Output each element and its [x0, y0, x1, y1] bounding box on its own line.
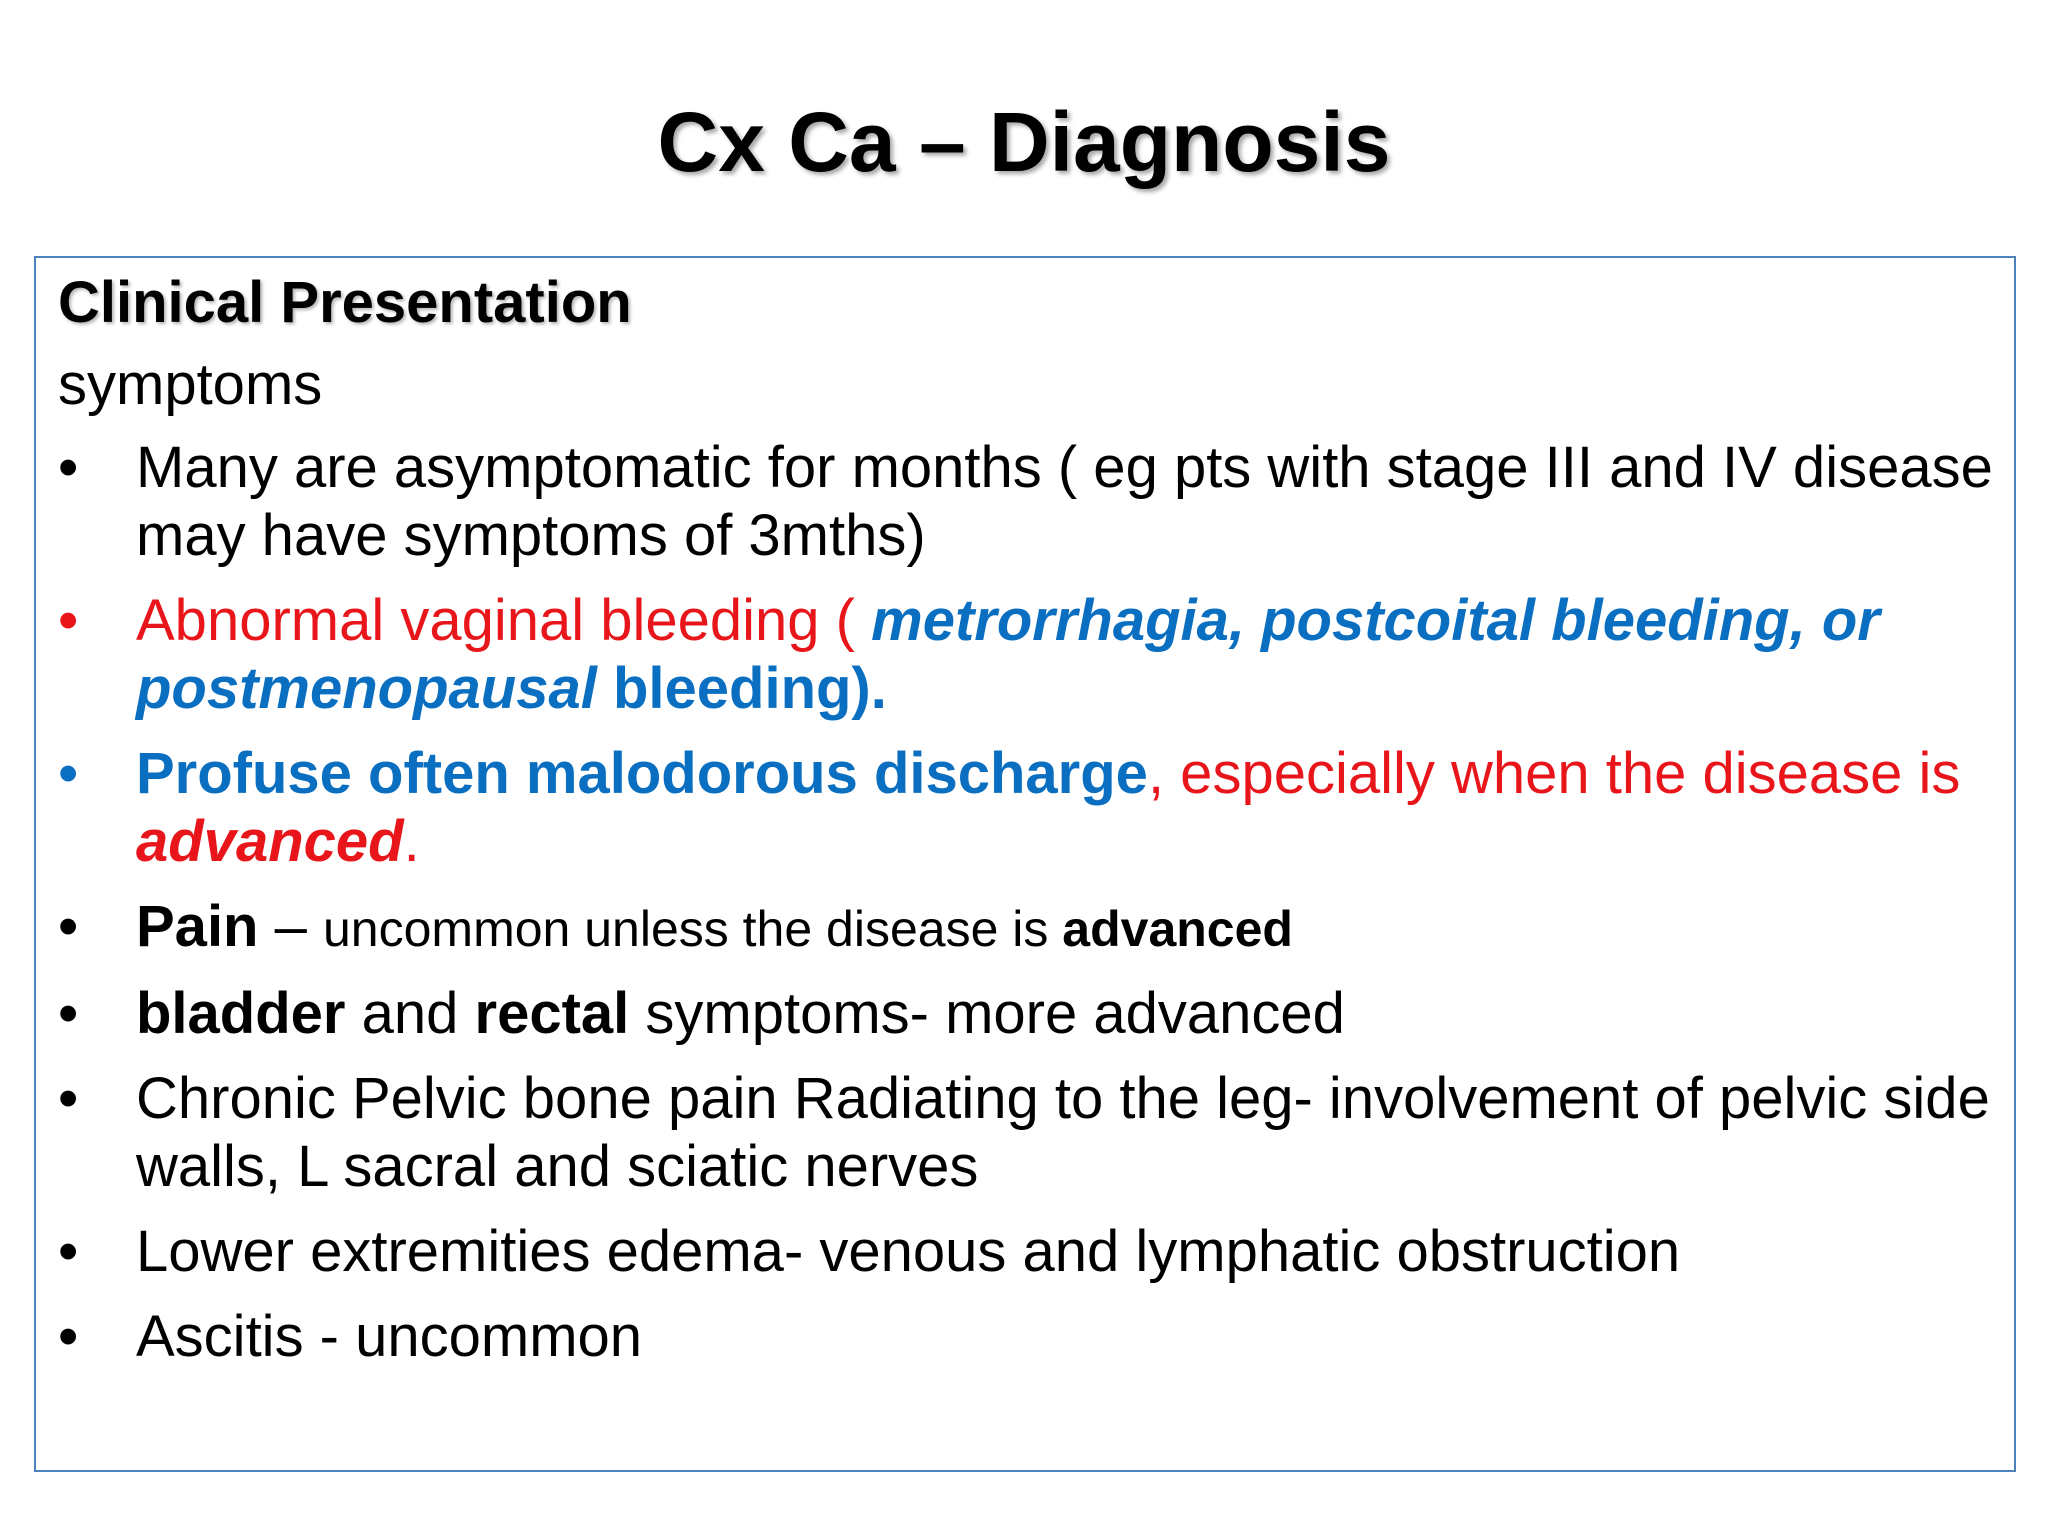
list-item	[58, 1303, 2008, 1371]
section-subheading: symptoms	[58, 352, 323, 417]
list-item	[58, 1065, 2008, 1201]
list-item	[58, 434, 2008, 570]
bullet-text-part: .	[403, 809, 420, 874]
bullet-text-part: bleeding).	[596, 656, 887, 721]
bullet-text-part: uncommon unless the disease is	[323, 901, 1063, 957]
bullet-text-part: and	[345, 981, 475, 1046]
content-box	[34, 256, 2016, 1472]
bullet-text: Ascitis - uncommon	[136, 1304, 643, 1369]
bullet-icon: •	[58, 981, 79, 1046]
bullet-icon: •	[58, 894, 79, 959]
bullet-text-part: Abnormal vaginal bleeding (	[136, 588, 872, 653]
list-item	[58, 587, 2008, 723]
bullet-text-part: advanced	[1062, 901, 1293, 957]
bullet-text: Lower extremities edema- venous and lymphatic obstruction	[136, 1219, 1681, 1284]
bullet-text-part: bladder	[136, 981, 346, 1046]
bullet-icon: •	[58, 1219, 79, 1284]
bullet-text: Many are asymptomatic for months ( eg pts with stage III and IV disease may have symptoms of 3mths)	[136, 435, 1993, 568]
list-item	[58, 740, 2008, 876]
list-item	[58, 980, 2008, 1048]
list-item	[58, 893, 2008, 963]
slide-title: Cx Ca – Diagnosis	[657, 95, 1391, 189]
bullet-text-part: rectal	[474, 981, 630, 1046]
bullet-icon: •	[58, 741, 79, 806]
bullet-icon: •	[58, 435, 79, 500]
bullet-text-part: advanced	[136, 809, 404, 874]
bullet-icon: •	[58, 1066, 79, 1131]
bullet-text-part: –	[258, 894, 323, 959]
section-heading: Clinical Presentation	[58, 270, 632, 335]
list-item	[58, 1218, 2008, 1286]
bullet-icon: •	[58, 1304, 79, 1369]
bullet-text-part: symptoms- more advanced	[629, 981, 1345, 1046]
bullet-icon: •	[58, 588, 79, 653]
bullet-text-part: Pain	[136, 894, 259, 959]
bullet-text-part: metrorrhagia, postcoital bleeding, or postmenopausal	[136, 588, 1880, 721]
bullet-text-part: Profuse often malodorous discharge	[136, 741, 1148, 806]
symptom-list	[58, 434, 2008, 1388]
bullet-text: Chronic Pelvic bone pain Radiating to the leg- involvement of pelvic side walls, L sacral and sciatic nerves	[136, 1066, 1990, 1199]
bullet-text-part: , especially when the disease is	[1147, 741, 1961, 806]
